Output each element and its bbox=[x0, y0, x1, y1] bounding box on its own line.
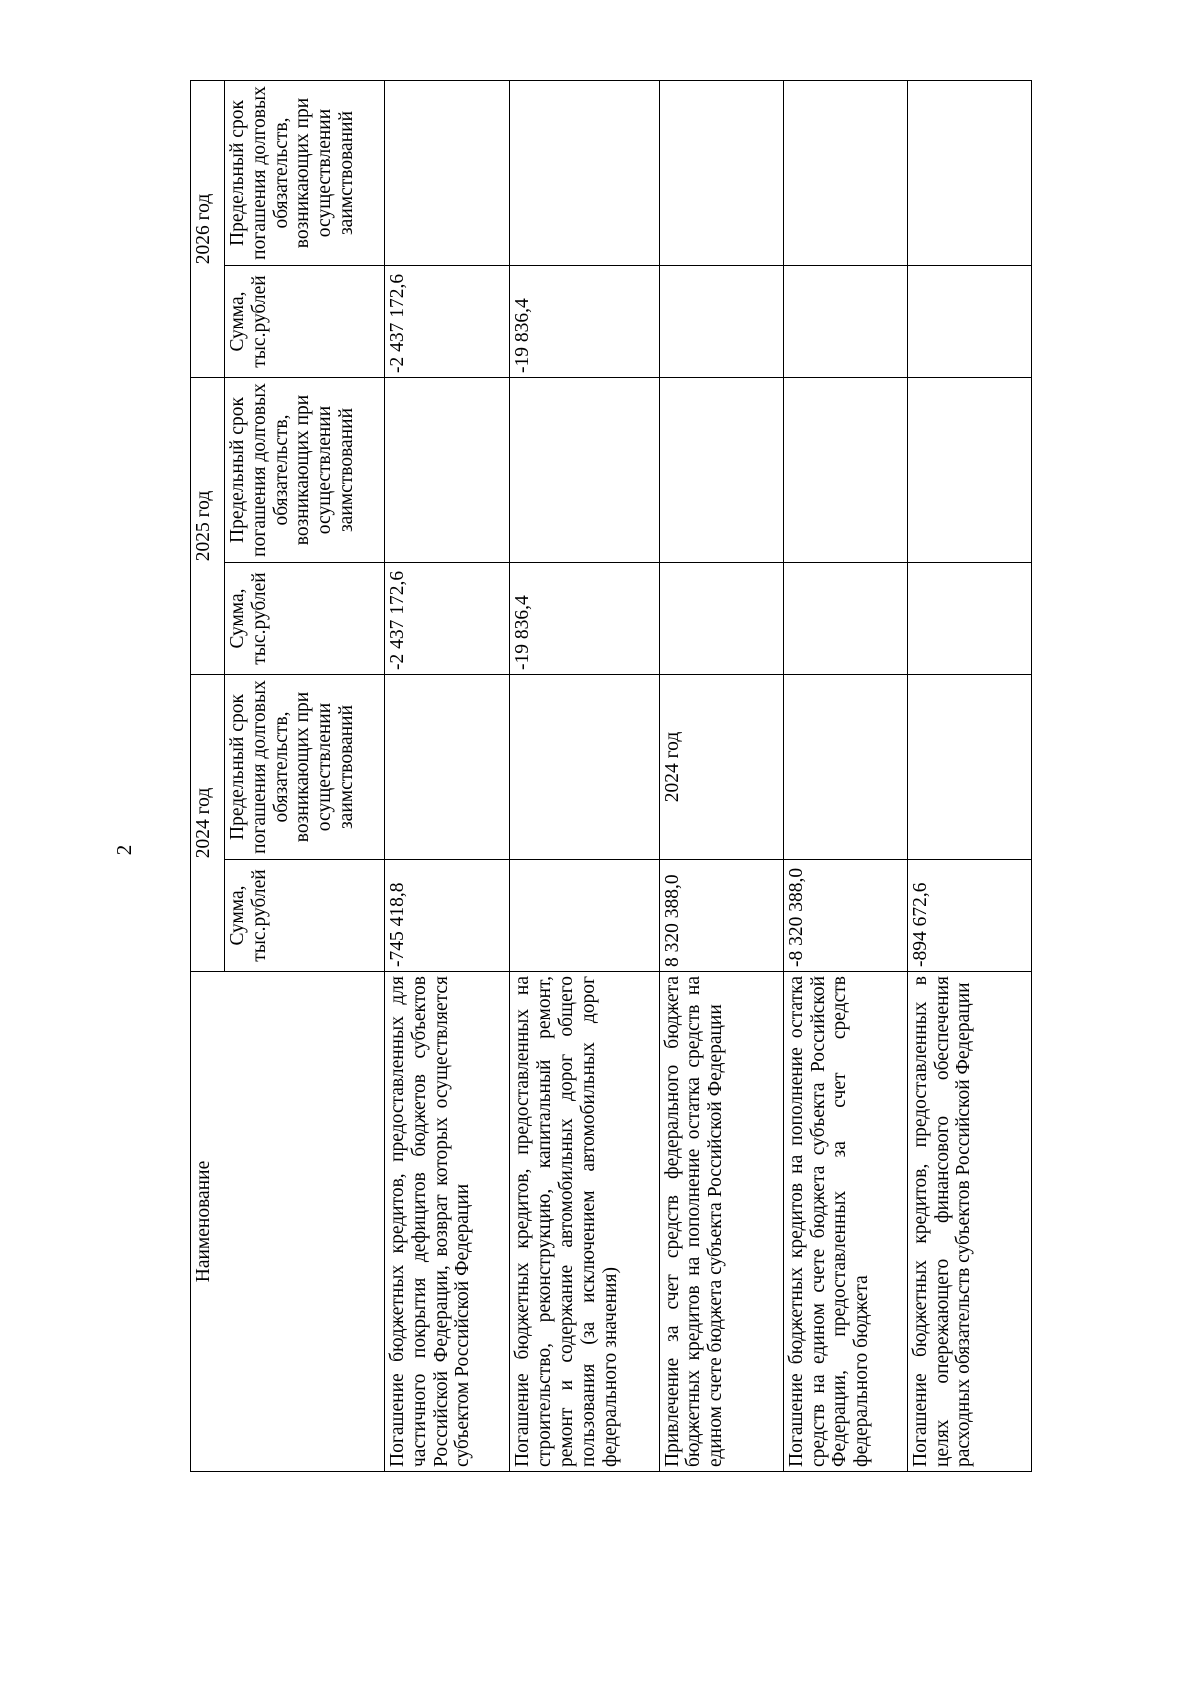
sum-2025 bbox=[907, 563, 1031, 675]
table-row bbox=[659, 81, 783, 1472]
row-name: Погашение бюджетных кредитов, предоставленных в целях опережающего финансового обеспечения расходных обязательств субъектов Российской Федерации bbox=[907, 972, 1031, 1472]
sum-2024: -894 672,6 bbox=[907, 860, 1031, 972]
sum-2024: -745 418,8 bbox=[385, 860, 510, 972]
term-2024 bbox=[385, 675, 510, 860]
term-2026 bbox=[783, 81, 907, 266]
header-term: Предельный срок погашения долговых обязательств, возникающих при осуществлении заимствований bbox=[225, 81, 385, 266]
table-row bbox=[510, 81, 659, 1472]
term-2026 bbox=[385, 81, 510, 266]
term-2024 bbox=[907, 675, 1031, 860]
term-2025 bbox=[385, 378, 510, 563]
sum-2026 bbox=[783, 266, 907, 378]
term-2025 bbox=[659, 378, 783, 563]
sum-2026 bbox=[907, 266, 1031, 378]
sum-2025 bbox=[659, 563, 783, 675]
sum-2024: 8 320 388,0 bbox=[659, 860, 783, 972]
term-2024: 2024 год bbox=[659, 675, 783, 860]
header-year-2024: 2024 год bbox=[191, 675, 225, 972]
row-name: Погашение бюджетных кредитов, предоставленных на строительство, реконструкцию, капитальный ремонт, ремонт и содержание автомобильных дорог общего пользования (за исключением автомобильных дорог федерального значения) bbox=[510, 972, 659, 1472]
term-2024 bbox=[783, 675, 907, 860]
header-term: Предельный срок погашения долговых обязательств, возникающих при осуществлении заимствований bbox=[225, 675, 385, 860]
table-row bbox=[783, 81, 907, 1472]
term-2026 bbox=[510, 81, 659, 266]
header-term: Предельный срок погашения долговых обязательств, возникающих при осуществлении заимствований bbox=[225, 378, 385, 563]
term-2025 bbox=[510, 378, 659, 563]
row-name: Погашение бюджетных кредитов, предоставленных для частичного покрытия дефицитов бюджетов субъектов Российской Федерации, возврат которых осуществляется субъектом Российской Федерации bbox=[385, 972, 510, 1472]
page-number: 2 bbox=[112, 844, 136, 856]
sum-2025: -2 437 172,6 bbox=[385, 563, 510, 675]
table-row bbox=[385, 81, 510, 1472]
header-sum: Сумма, тыс.рублей bbox=[225, 266, 385, 378]
row-name: Привлечение за счет средств федерального бюджета бюджетных кредитов на пополнение остатка средств на едином счете бюджета субъекта Российской Федерации bbox=[659, 972, 783, 1472]
header-name: Наименование bbox=[191, 972, 385, 1472]
sum-2026: -19 836,4 bbox=[510, 266, 659, 378]
borrowing-table bbox=[190, 80, 1032, 1472]
sum-2024: -8 320 388,0 bbox=[783, 860, 907, 972]
sum-2026 bbox=[659, 266, 783, 378]
sum-2026: -2 437 172,6 bbox=[385, 266, 510, 378]
sum-2025: -19 836,4 bbox=[510, 563, 659, 675]
term-2025 bbox=[907, 378, 1031, 563]
sum-2025 bbox=[783, 563, 907, 675]
header-year-2026: 2026 год bbox=[191, 81, 225, 378]
term-2024 bbox=[510, 675, 659, 860]
row-name: Погашение бюджетных кредитов на пополнение остатка средств на едином счете бюджета субъекта Российской Федерации, предоставленных за счет средств федерального бюджета bbox=[783, 972, 907, 1472]
borrowing-table-container bbox=[190, 82, 1032, 1472]
header-year-2025: 2025 год bbox=[191, 378, 225, 675]
table-row bbox=[907, 81, 1031, 1472]
term-2026 bbox=[659, 81, 783, 266]
header-sum: Сумма, тыс.рублей bbox=[225, 860, 385, 972]
sum-2024 bbox=[510, 860, 659, 972]
term-2025 bbox=[783, 378, 907, 563]
header-sum: Сумма, тыс.рублей bbox=[225, 563, 385, 675]
term-2026 bbox=[907, 81, 1031, 266]
